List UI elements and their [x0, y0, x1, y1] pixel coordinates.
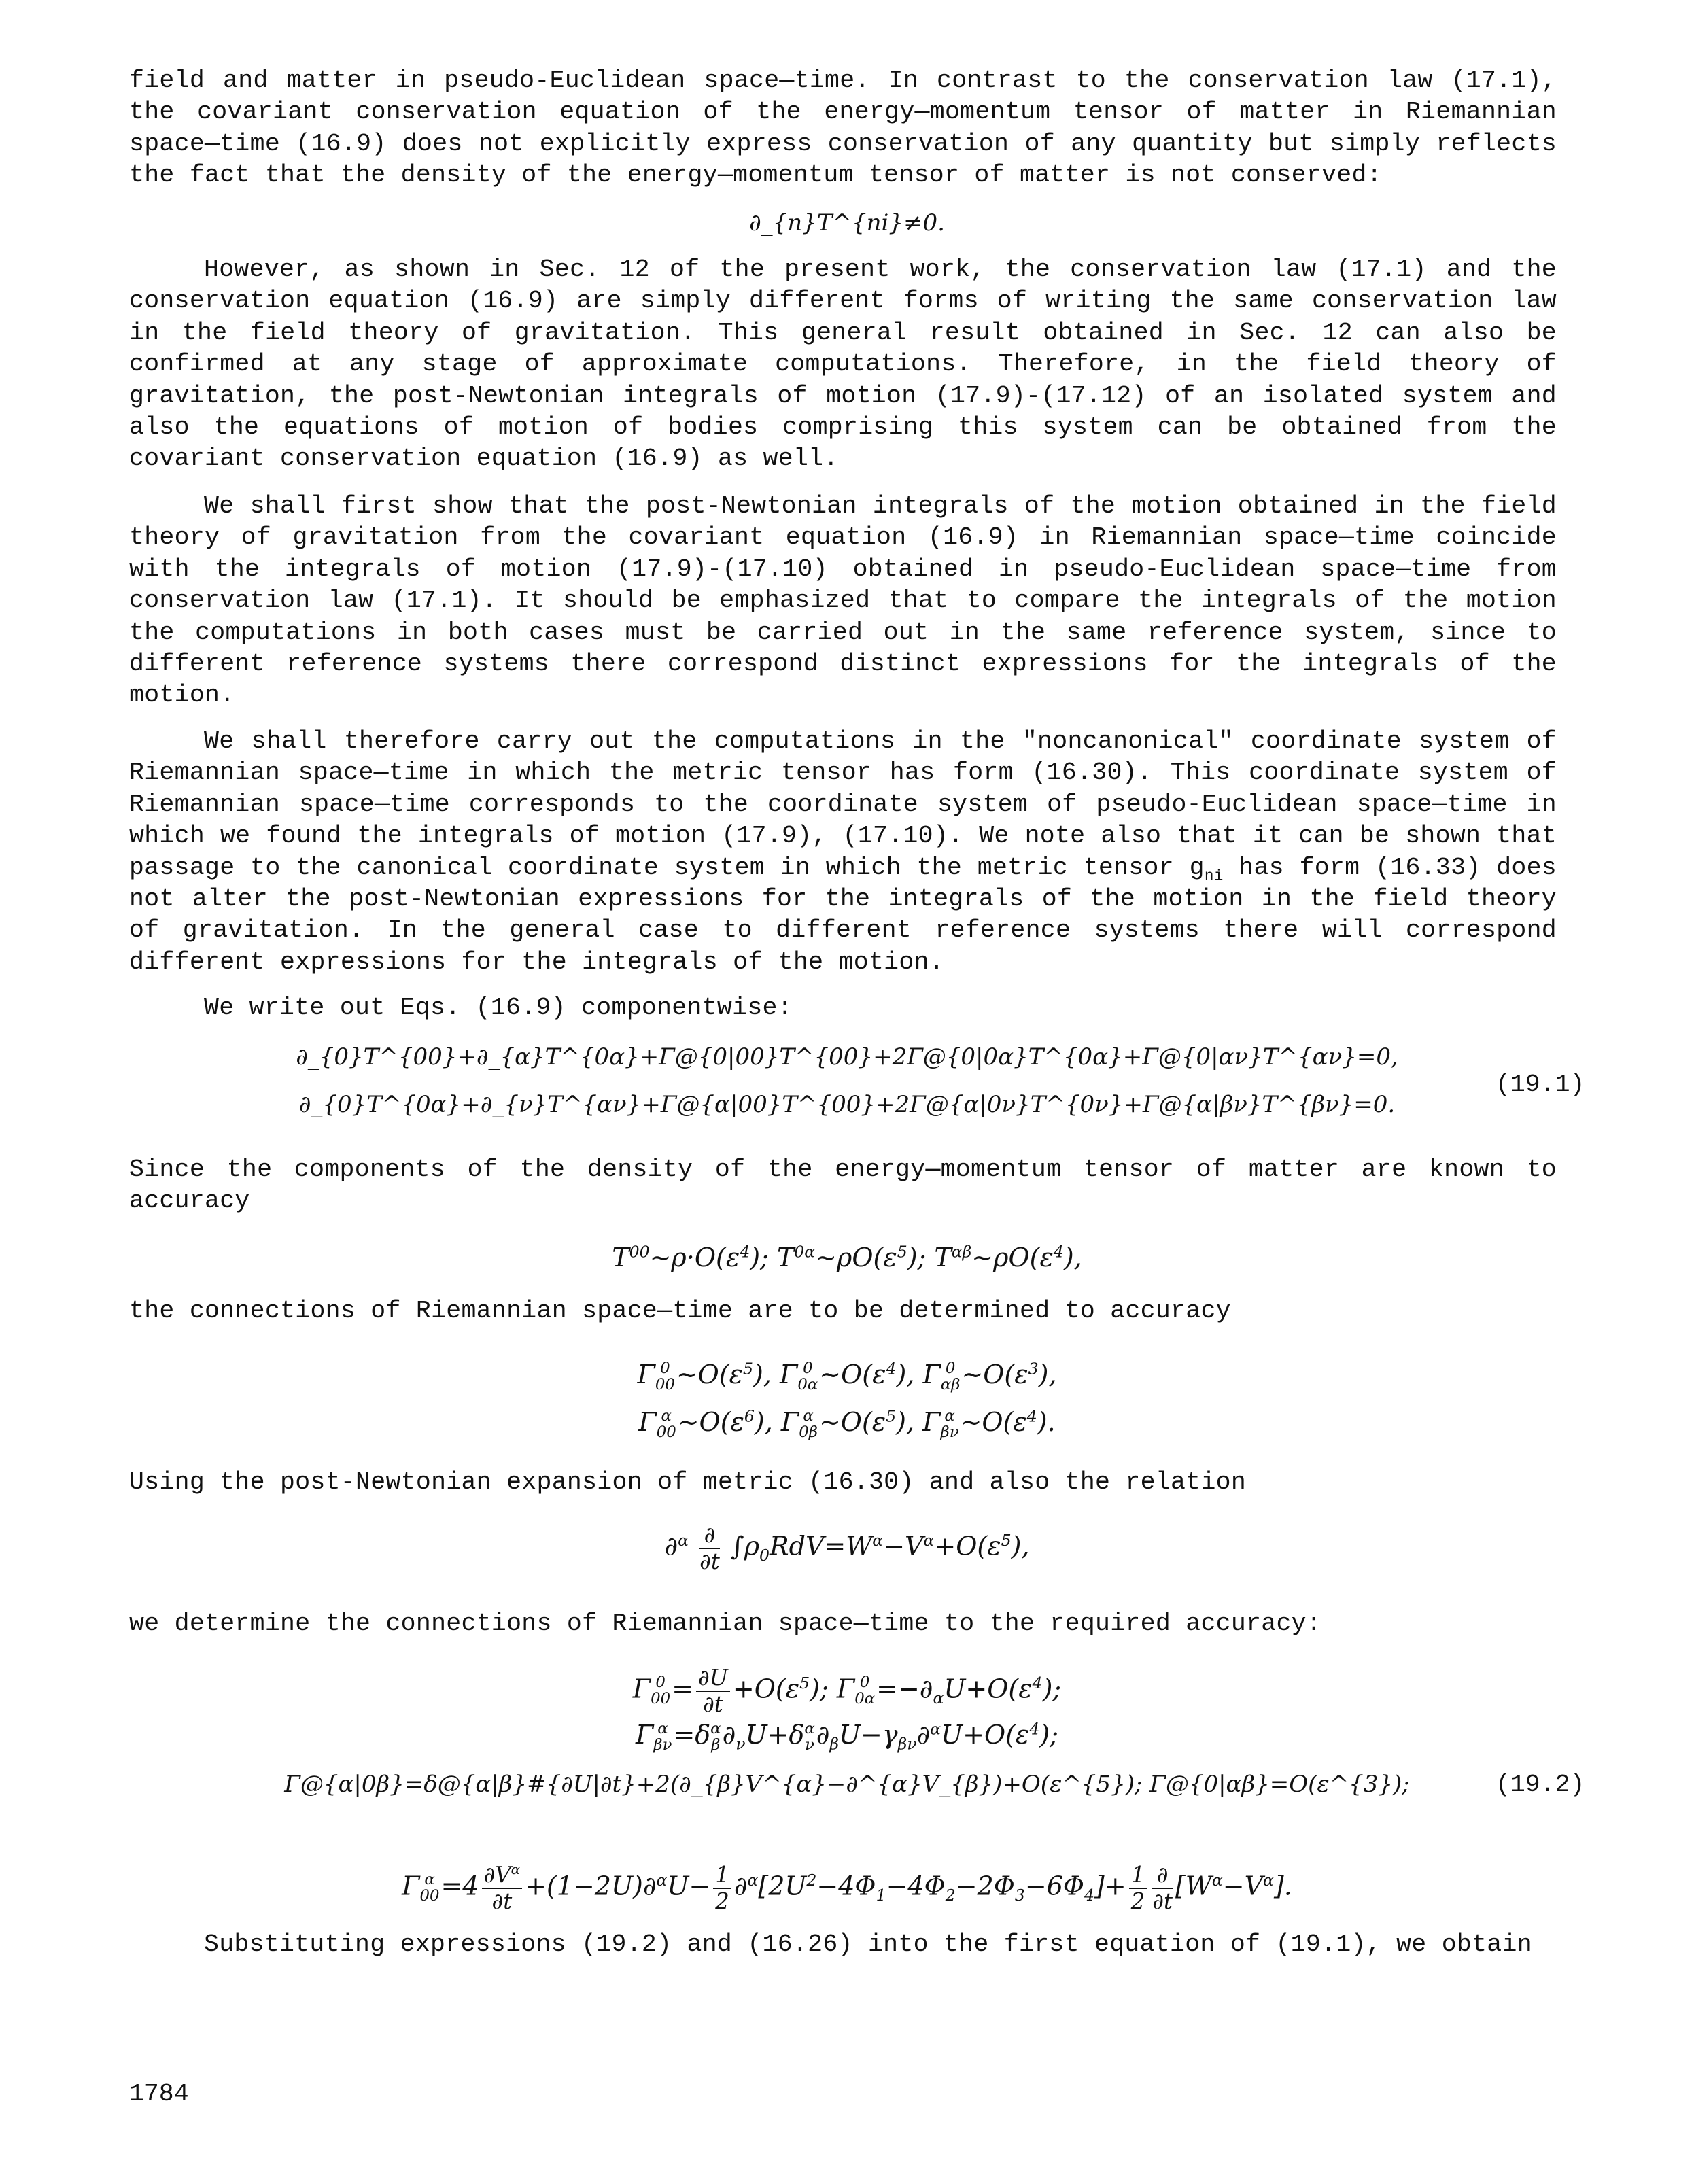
- paragraph-5: We write out Eqs. (16.9) componentwise:: [204, 994, 793, 1022]
- paragraph-9: we determine the connections of Riemannian space—time to the required accuracy:: [129, 1610, 1322, 1637]
- equation-19-1-line1: ∂_{0}T^{00}+∂_{α}T^{0α}+Γ@{0|00}T^{00}+2Γ@{0|0α}T^{0α}+Γ@{0|αν}T^{αν}=0,: [296, 1043, 1398, 1071]
- equation-accuracy-gamma-2: Γ α 00 $\sim O(\varepsilon^6)$, Γ α 0β $\sim O(\varepsilon^5)$, Γ α βν $\sim O(\varepsilon^4)$.: [638, 1406, 1056, 1441]
- paragraph-3: We shall first show that the post-Newtonian integrals of the motion obtained in the field theory of gravitation from the covariant equation (16.9) in Riemannian space—time coincide with the integrals of motion (17.9)-(17.10) obtained in pseudo-Euclidean space—time from conservation law (17.1). It should be emphasized that to compare the integrals of the motion the computations in both cases must be carried out in the same reference system, since to different reference systems there correspond distinct expressions for the integrals of the motion.: [129, 492, 1557, 710]
- paragraph-6: Since the components of the density of the energy—momentum tensor of matter are known to accuracy: [129, 1156, 1557, 1215]
- equation-19-2-line1: Γ 0 00 = $\frac{\partial U}{\partial t}$ $+O(\varepsilon^5)$; Γ 0 0α $=-\partial_\alpha U+O(\varepsilon^4)$;: [632, 1665, 1062, 1718]
- equation-19-2-line3: Γ@{α|0β}=δ@{α|β}#{∂U|∂t}+2(∂_{β}V^{α}−∂^{α}V_{β})+O(ε^{5}); Γ@{0|αβ}=O(ε^{3});: [284, 1771, 1410, 1798]
- equation-19-2-line2: Γ α βν =δ α β $\partial_\nu U+\delta$ α ν $\partial_\beta U-\gamma_{\beta\nu}\partial^\alpha U+O(\varepsilon^4)$;: [636, 1719, 1058, 1754]
- paragraph-2: However, as shown in Sec. 12 of the present work, the conservation law (17.1) and the conservation equation (16.9) are simply different forms of writing the same conservation law in the field theory of gravitation. This general result obtained in Sec. 12 can also be confirmed at any stage of approximate computations. Therefore, in the field theory of gravitation, the post-Newtonian integrals of motion (17.9)-(17.12) of an isolated system and also the equations of motion of bodies comprising this system can be obtained from the covariant conservation equation (16.9) as well.: [129, 256, 1557, 473]
- paragraph-10: Substituting expressions (19.2) and (16.26) into the first equation of (19.1), we obtain: [204, 1930, 1532, 1958]
- equation-accuracy-gamma-1: Γ 0 00 $\sim O(\varepsilon^5)$, Γ 0 0α $\sim O(\varepsilon^4)$, Γ 0 αβ $\sim O(\varepsilon^3)$,: [637, 1359, 1057, 1393]
- equation-19-1-line2: ∂_{0}T^{0α}+∂_{ν}T^{αν}+Γ@{α|00}T^{00}+2Γ@{α|0ν}T^{0ν}+Γ@{α|βν}T^{βν}=0.: [298, 1091, 1396, 1118]
- page-number: 1784: [129, 2080, 189, 2108]
- paragraph-7: the connections of Riemannian space—time are to be determined to accuracy: [129, 1297, 1231, 1325]
- paragraph-1: field and matter in pseudo-Euclidean space—time. In contrast to the conservation law (17.1), the covariant conservation equation of the energy—momentum tensor of matter in Riemannian space—time (16.9) does not explicitly express conservation of any quantity but simply reflects the fact that the density of the energy—momentum tensor of matter is not conserved:: [129, 67, 1557, 190]
- paragraph-8: Using the post-Newtonian expansion of metric (16.30) and also the relation: [129, 1468, 1247, 1496]
- equation-nonconserved: ∂_{n}T^{ni}≠0.: [749, 209, 945, 237]
- equation-19-2-line4: Γ α 00 =4 $\frac{\partial V^\alpha}{\partial t}$ +(1−2U)∂$^\alpha$U− $\frac{1}{2}$ $\partial^\alpha[2U^2-4\Phi_1-4\Phi_2-2\Phi_3-6\Phi_4]+$ $\frac{1}{2}$ ∂ ∂t $[W^\alpha-V^\alpha]$.: [402, 1861, 1292, 1915]
- equation-number-19-1: (19.1): [1496, 1071, 1585, 1098]
- paragraph-4: We shall therefore carry out the computations in the "noncanonical" coordinate system of Riemannian space—time in which the metric tensor has form (16.30). This coordinate system of Riemannian space—time corresponds to the coordinate system of pseudo-Euclidean space—time in which we found the integrals of motion (17.9), (17.10). We note also that it can be shown that passage to the canonical coordinate system in which the metric tensor $g_{ni}$ has form (16.33) does not alter the post-Newtonian expressions for the integrals of the motion in the field theory of gravitation. In the general case to different reference systems there will correspond different expressions for the integrals of the motion.: [129, 727, 1557, 976]
- equation-relation: ∂$^\alpha$ ∂ ∂t $\int\rho_0RdV=W^\alpha-V^\alpha+O(\varepsilon^5)$,: [664, 1522, 1030, 1575]
- equation-accuracy-T: $T^{00}\sim\rho\cdot O(\varepsilon^4)$; $T^{0\alpha}\sim\rho O(\varepsilon^5)$; $T^{\alpha\beta}\sim\rho O(\varepsilon^4)$,: [612, 1242, 1082, 1272]
- equation-number-19-2: (19.2): [1496, 1771, 1585, 1799]
